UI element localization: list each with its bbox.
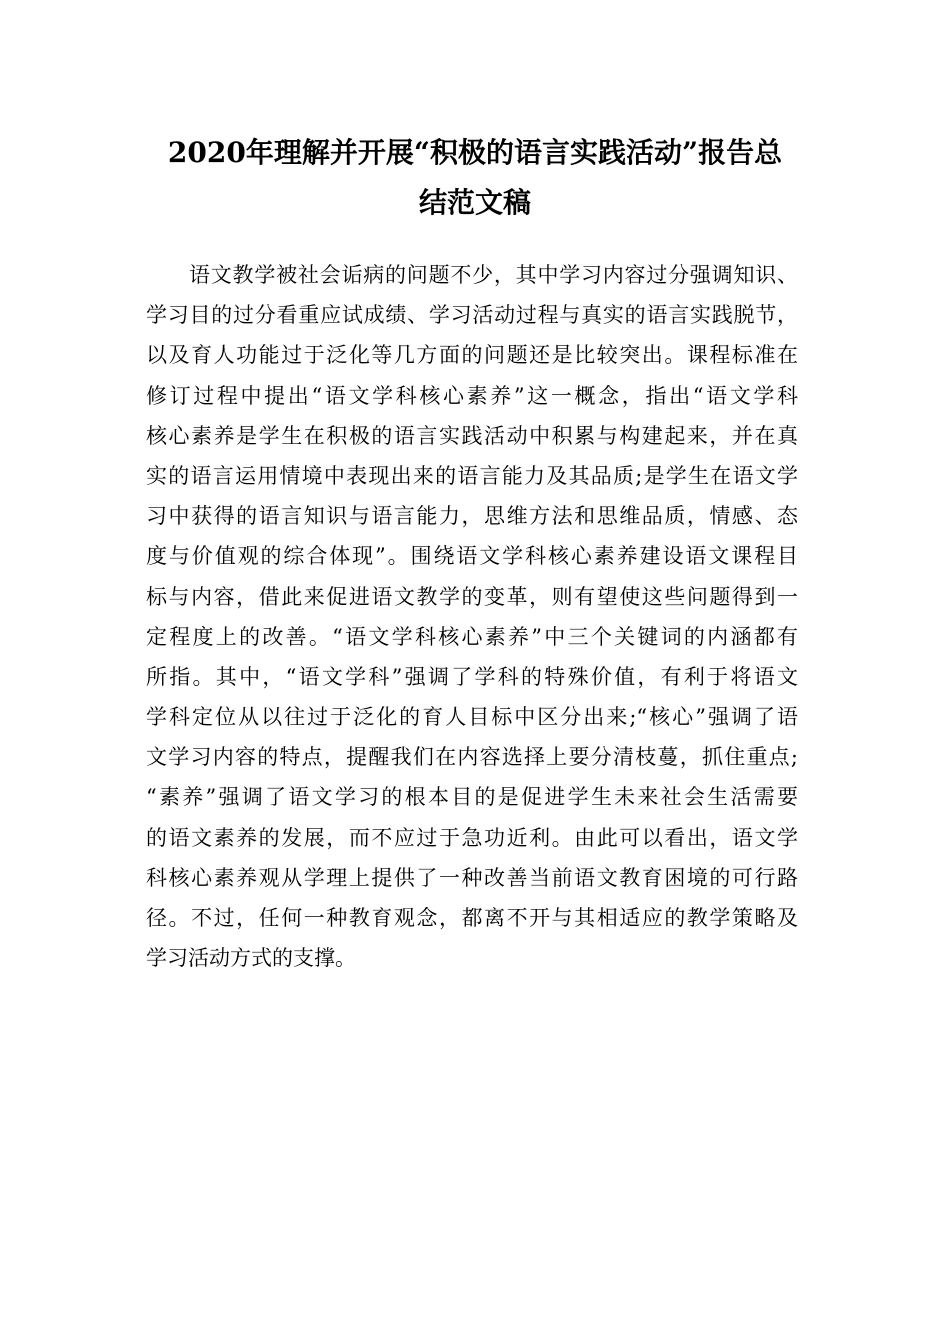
body-line: 科核心素养观从学理上提供了一种改善当前语文教育困境的可行路: [146, 865, 798, 890]
body-line: 实的语言运用情境中表现出来的语言能力及其品质;是学生在语文学: [146, 463, 798, 488]
body-line: 习中获得的语言知识与语言能力，思维方法和思维品质，情感、态: [146, 504, 798, 529]
body-line: 的语文素养的发展，而不应过于急功近利。由此可以看出，语文学: [146, 825, 798, 850]
body-line: 修订过程中提出“语文学科核心素养”这一概念，指出“语文学科: [146, 383, 798, 408]
body-line: 语文教学被社会诟病的问题不少，其中学习内容过分强调知识、: [189, 263, 798, 287]
body-line: 定程度上的改善。“语文学科核心素养”中三个关键词的内涵都有: [146, 624, 798, 649]
body-line: 度与价值观的综合体现”。围绕语文学科核心素养建设语文课程目: [146, 544, 798, 569]
body-line: 学习活动方式的支撑。: [146, 946, 356, 971]
body-line: 学科定位从以往过于泛化的育人目标中区分出来;“核心”强调了语: [146, 705, 798, 730]
body-line: 文学习内容的特点，提醒我们在内容选择上要分清枝蔓，抓住重点;: [146, 745, 798, 770]
body-line: 径。不过，任何一种教育观念，都离不开与其相适应的教学策略及: [146, 906, 798, 930]
document-body: [146, 255, 798, 978]
body-line: 标与内容，借此来促进语文教学的变革，则有望使这些问题得到一: [146, 584, 798, 609]
body-line: 所指。其中，“语文学科”强调了学科的特殊价值，有利于将语文: [146, 664, 798, 689]
title-line-1: 2020年理解并开展“积极的语言实践活动”报告总: [167, 136, 783, 169]
body-line: 以及育人功能过于泛化等几方面的问题还是比较突出。课程标准在: [146, 343, 798, 368]
title-line-2: 结范文稿: [418, 186, 531, 219]
body-line: 学习目的过分看重应试成绩、学习活动过程与真实的语言实践脱节，: [146, 303, 798, 328]
body-line: 核心素养是学生在积极的语言实践活动中积累与构建起来，并在真: [146, 423, 798, 448]
document-title: [140, 128, 810, 228]
body-line: “素养”强调了语文学习的根本目的是促进学生未来社会生活需要: [146, 785, 798, 810]
